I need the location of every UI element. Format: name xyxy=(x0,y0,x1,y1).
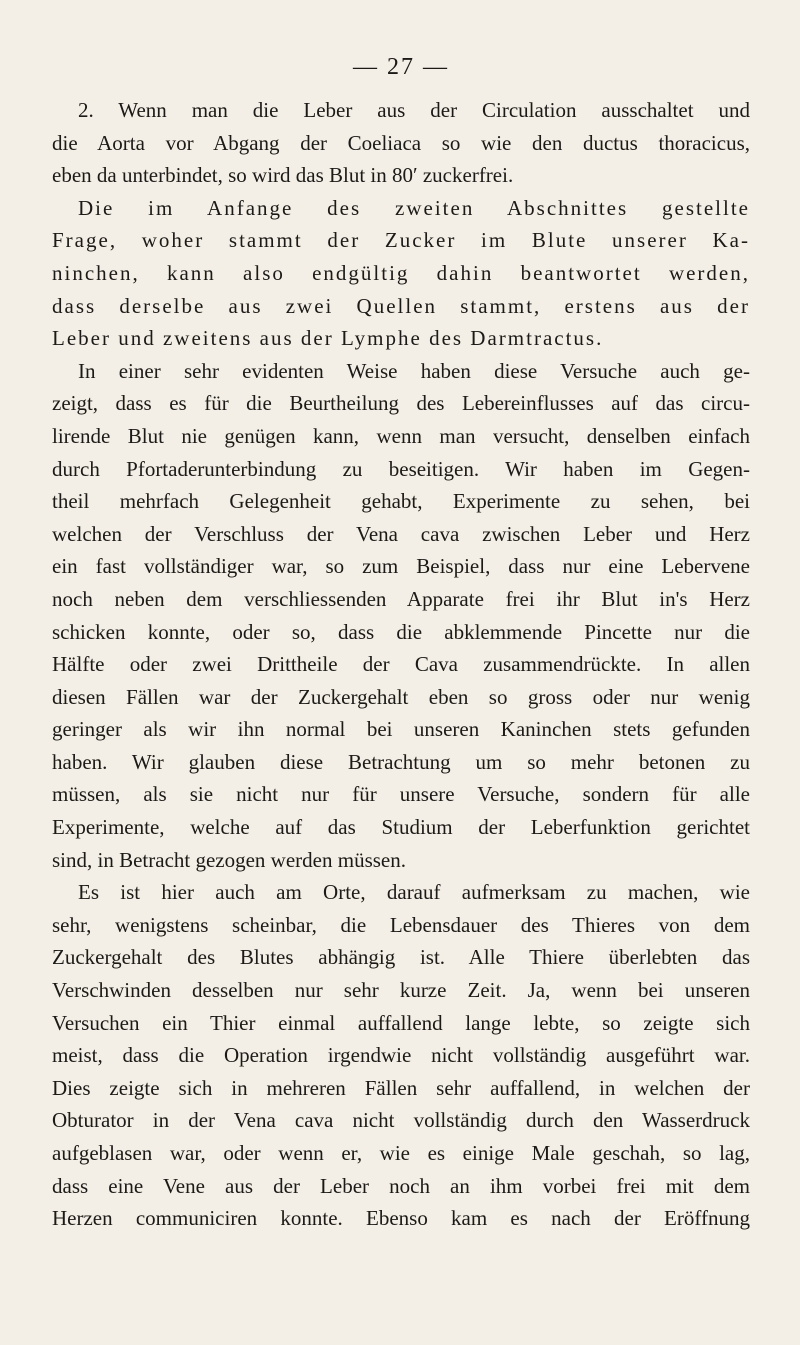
text-line: Es ist hier auch am Orte, darauf aufmerksam zu machen, wie xyxy=(78,880,750,905)
text-line: Leber und zweitens aus der Lymphe des Darmtractus. xyxy=(52,326,604,351)
text-line: aufgeblasen war, oder wenn er, wie es einige Male geschah, so lag, xyxy=(52,1141,750,1165)
text-line: theil mehrfach Gelegenheit gehabt, Experimente zu sehen, bei xyxy=(52,489,750,514)
text-line: durch Pfortaderunterbindung zu beseitigen. Wir haben im Gegen- xyxy=(52,456,750,481)
text-line: die Aorta vor Abgang der Coeliaca so wie den ductus thoracicus, xyxy=(52,130,750,155)
book-page xyxy=(52,52,750,1322)
text-line: sehr, wenigstens scheinbar, die Lebensdauer des Thieres von dem xyxy=(52,912,750,937)
text-line: Herzen communiciren konnte. Ebenso kam es nach der Eröffnung xyxy=(52,1206,750,1231)
text-line: zeigt, dass es für die Beurtheilung des Lebereinflusses auf das circu- xyxy=(52,391,750,416)
text-line: müssen, als sie nicht nur für unsere Versuche, sondern für alle xyxy=(52,782,750,807)
text-line: lirende Blut nie genügen kann, wenn man versucht, denselben einfach xyxy=(52,423,750,448)
text-line: Die im Anfange des zweiten Abschnittes gestellte xyxy=(78,195,750,220)
text-line: Versuchen ein Thier einmal auffallend lange lebte, so zeigte sich xyxy=(52,1010,750,1035)
text-line: diesen Fällen war der Zuckergehalt eben so gross oder nur wenig xyxy=(52,684,750,709)
text-line: schicken konnte, oder so, dass die abklemmende Pincette nur die xyxy=(52,619,750,644)
text-line: Verschwinden desselben nur sehr kurze Zeit. Ja, wenn bei unseren xyxy=(52,978,750,1003)
text-line: Zuckergehalt des Blutes abhängig ist. Alle Thiere überlebten das xyxy=(52,945,750,970)
text-line: Experimente, welche auf das Studium der Leberfunktion gerichtet xyxy=(52,815,750,840)
text-line: Obturator in der Vena cava nicht vollständig durch den Wasserdruck xyxy=(52,1108,750,1133)
text-line: welchen der Verschluss der Vena cava zwischen Leber und Herz xyxy=(52,521,750,546)
text-line: ein fast vollständiger war, so zum Beispiel, dass nur eine Lebervene xyxy=(52,554,750,579)
text-line: noch neben dem verschliessenden Apparate frei ihr Blut in's Herz xyxy=(52,586,750,611)
text-line: ninchen, kann also endgültig dahin beantwortet werden, xyxy=(52,260,750,285)
text-line: Dies zeigte sich in mehreren Fällen sehr auffallend, in welchen der xyxy=(52,1075,750,1100)
page-number: — 27 — xyxy=(353,54,449,80)
text-line: Hälfte oder zwei Drittheile der Cava zusammendrückte. In allen xyxy=(52,652,750,677)
body-text xyxy=(52,94,750,1235)
text-line: 2. Wenn man die Leber aus der Circulation ausschaltet und xyxy=(78,98,750,122)
text-line: haben. Wir glauben diese Betrachtung um so mehr betonen zu xyxy=(52,749,750,774)
text-line: dass derselbe aus zwei Quellen stammt, erstens aus der xyxy=(52,293,750,318)
text-line: Frage, woher stammt der Zucker im Blute unserer Ka- xyxy=(52,228,750,253)
text-line: In einer sehr evidenten Weise haben diese Versuche auch ge- xyxy=(78,358,750,383)
text-line: geringer als wir ihn normal bei unseren Kaninchen stets gefunden xyxy=(52,717,750,742)
text-line: dass eine Vene aus der Leber noch an ihm vorbei frei mit dem xyxy=(52,1173,750,1198)
text-line: eben da unterbindet, so wird das Blut in 80′ zuckerfrei. xyxy=(52,163,514,188)
text-line: meist, dass die Operation irgendwie nicht vollständig ausgeführt war. xyxy=(52,1043,750,1068)
text-line: sind, in Betracht gezogen werden müssen. xyxy=(52,847,406,872)
